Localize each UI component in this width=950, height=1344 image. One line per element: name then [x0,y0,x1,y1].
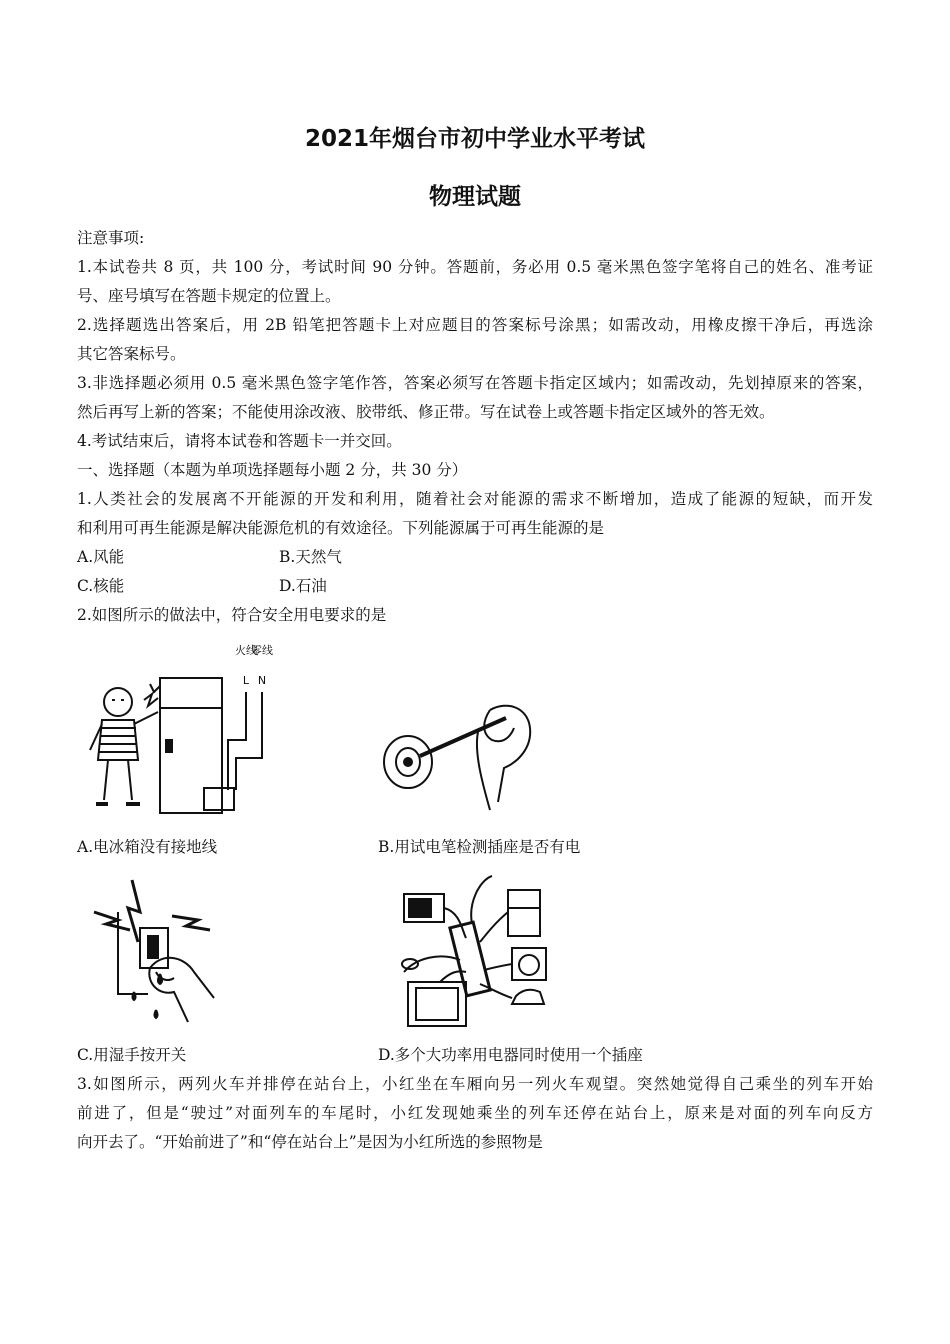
notice-heading: 注意事项: [77,229,145,247]
q2-option-b: B.用试电笔检测插座是否有电 [378,838,581,856]
notice-item-3-line1: 3.非选择题必须用 0.5 毫米黑色签字笔作答，答案必须写在答题卡指定区域内；如需改动，先划掉原来的答案， [77,374,873,392]
q3-text-line3: 向开去了。“开始前进了”和“停在站台上”是因为小红所选的参照物是 [77,1133,543,1151]
q3-text-line2: 前进了，但是“驶过”对面列车的车尾时，小红发现她乘坐的列车还停在站台上，原来是对面的列车向反方 [77,1104,873,1122]
q1-option-d: D.石油 [279,577,327,595]
exam-subject: 物理试题 [429,184,521,210]
q2-text: 2.如图所示的做法中，符合安全用电要求的是 [77,606,387,624]
q1-text-line1: 1.人类社会的发展离不开能源的开发和利用，随着社会对能源的需求不断增加，造成了能源的短缺，而开发 [77,490,873,508]
section-heading: 一、选择题（本题为单项选择题每小题 2 分，共 30 分） [77,461,468,479]
exam-title: 2021年烟台市初中学业水平考试 [304,126,645,152]
neutral-wire-label: 零线 [251,644,273,657]
q1-option-c: C.核能 [77,577,125,595]
notice-item-4: 4.考试结束后，请将本试卷和答题卡一并交回。 [77,432,402,450]
q1-text-line2: 和利用可再生能源是解决能源危机的有效途径。下列能源属于可再生能源的是 [77,519,605,537]
live-wire-letter: L [242,674,250,687]
q3-text-line1: 3.如图所示，两列火车并排停在站台上，小红坐在车厢向另一列火车观望。突然她觉得自己乘坐的列车开始 [77,1075,873,1093]
notice-item-1-line1: 1.本试卷共 8 页，共 100 分，考试时间 90 分钟。答题前，务必用 0.5 毫米黑色签字笔将自己的姓名、准考证 [77,258,873,276]
test-pen-figure [378,692,548,817]
wet-hand-switch-figure [90,872,220,1032]
notice-item-2-line1: 2.选择题选出答案后，用 2B 铅笔把答题卡上对应题目的答案标号涂黑；如需改动，用橡皮擦干净后，再选涂 [77,316,873,334]
notice-item-3-line2: 然后再写上新的答案；不能使用涂改液、胶带纸、修正带。写在试卷上或答题卡指定区域外的答无效。 [77,403,775,421]
q2-option-c: C.用湿手按开关 [77,1046,187,1064]
live-wire-label: 火线 [235,644,257,657]
fridge-ungrounded-figure [78,640,278,820]
q1-option-a: A.风能 [77,548,125,566]
notice-item-1-line2: 号、座号填写在答题卡规定的位置上。 [77,287,341,305]
q2-option-a: A.电冰箱没有接地线 [77,838,218,856]
neutral-wire-letter: N [257,674,267,687]
notice-item-2-line2: 其它答案标号。 [77,345,186,363]
q2-option-d: D.多个大功率用电器同时使用一个插座 [378,1046,643,1064]
q1-option-b: B.天然气 [279,548,342,566]
overloaded-socket-figure [400,872,575,1032]
